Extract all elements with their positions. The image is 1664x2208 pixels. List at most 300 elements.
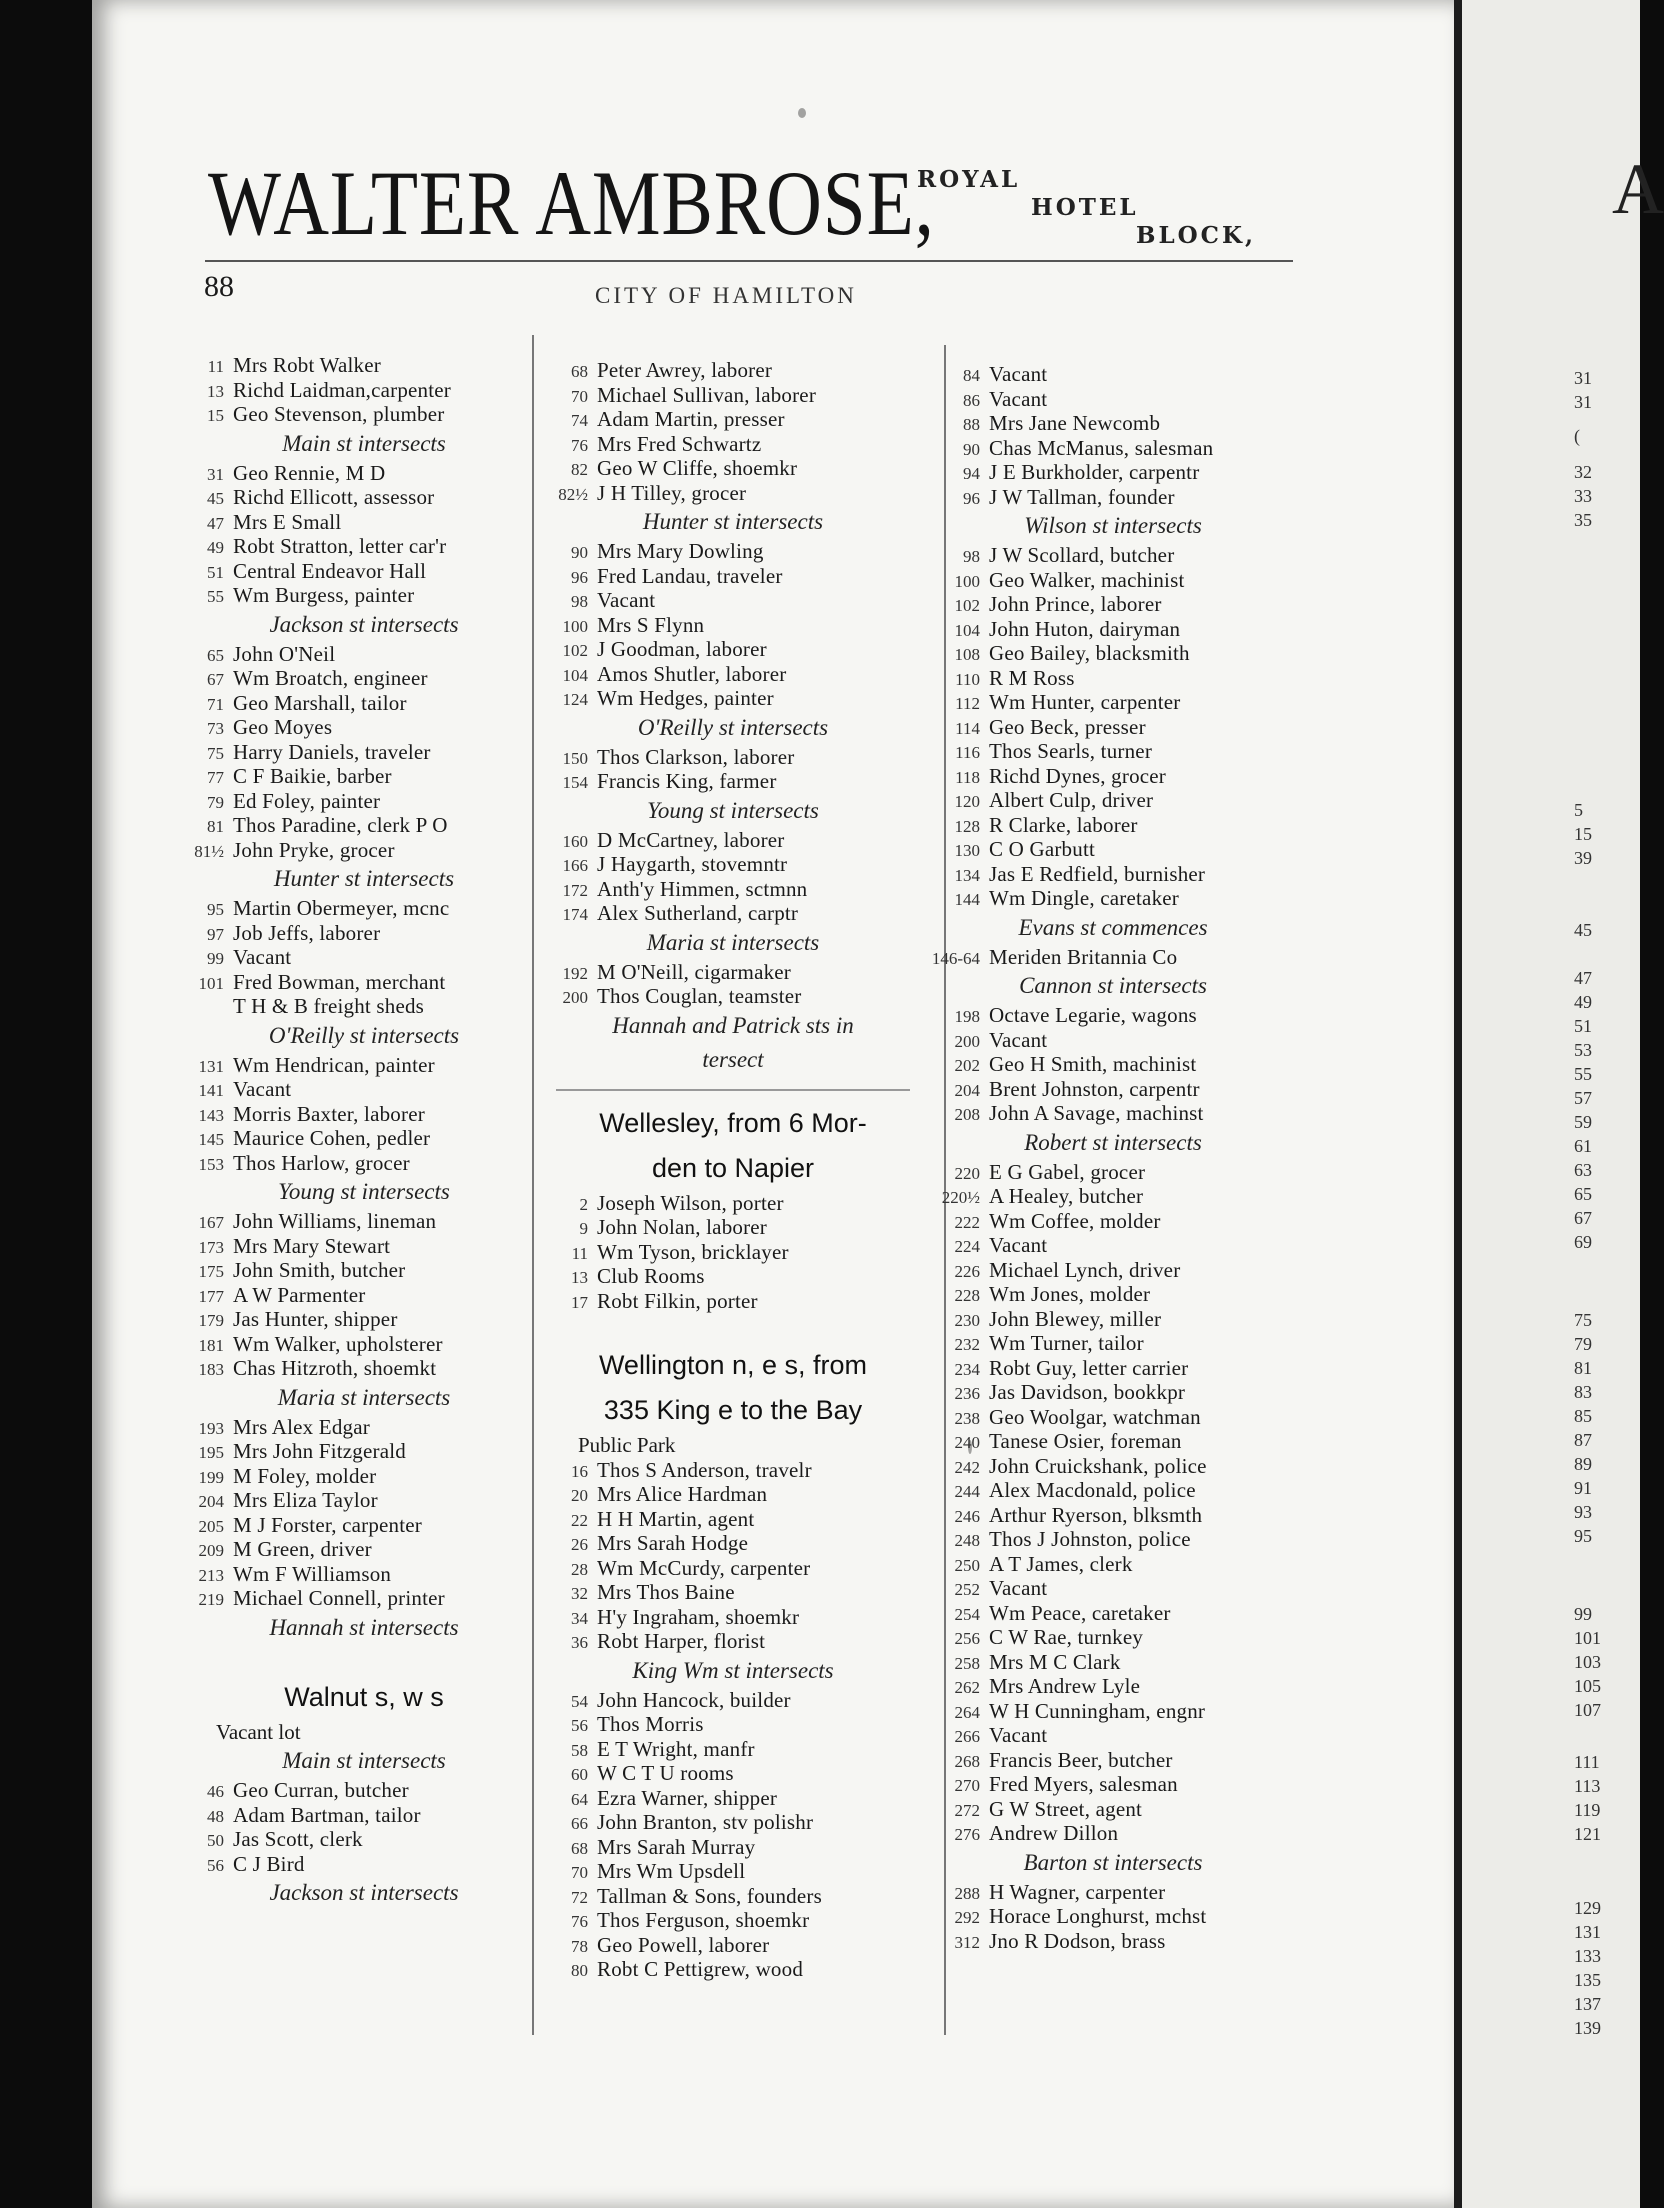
house-number: 9	[579, 1219, 588, 1238]
resident-name: Geo Bailey, blacksmith	[989, 641, 1190, 665]
resident-name: J H Tilley, grocer	[597, 480, 747, 505]
resident-name: Amos Shutler, laborer	[597, 661, 787, 686]
house-number: 183	[198, 1360, 224, 1379]
house-number: 50	[207, 1831, 224, 1850]
resident-name: Thos Morris	[597, 1712, 704, 1736]
house-number: 15	[207, 406, 224, 425]
house-number: 81½	[194, 841, 224, 861]
adjacent-page-line: 33	[1574, 486, 1592, 506]
adjacent-page-line: 119	[1574, 1800, 1601, 1820]
house-number: 150	[562, 748, 588, 768]
page-number: 88	[204, 270, 234, 303]
resident-name: H H Martin, agent	[597, 1506, 755, 1531]
resident-name: Mrs Fred Schwartz	[597, 431, 762, 456]
directory-entry	[928, 739, 1298, 764]
house-number: 82½	[558, 484, 588, 504]
directory-entry	[548, 407, 918, 432]
adjacent-page-line: 35	[1574, 510, 1592, 530]
house-number: 13	[571, 1268, 588, 1287]
directory-entry	[928, 1674, 1298, 1699]
house-number: 292	[954, 1908, 980, 1927]
resident-name: Richd Laidman,carpenter	[233, 377, 452, 402]
house-number: 13	[207, 381, 224, 401]
adjacent-page-line: 101	[1574, 1628, 1601, 1648]
house-number: 146-64	[931, 948, 980, 968]
resident-name: Mrs Sarah Hodge	[597, 1531, 749, 1555]
house-number: 68	[571, 1838, 588, 1858]
adjacent-page-line: 131	[1574, 1922, 1601, 1942]
directory-entry	[186, 1415, 542, 1440]
resident-name: Ezra Warner, shipper	[597, 1785, 778, 1810]
house-number: 101	[198, 973, 224, 993]
directory-entry	[186, 1827, 542, 1852]
street-intersection: Cannon st intersects	[1019, 973, 1207, 998]
adjacent-page-line: 59	[1574, 1112, 1592, 1132]
plain-entry: Vacant lot	[216, 1719, 301, 1744]
adjacent-page-line: 49	[1574, 992, 1592, 1012]
directory-entry	[548, 1240, 918, 1265]
directory-entry	[186, 1537, 542, 1562]
column-3	[928, 362, 1298, 1953]
street-intersection: Hunter st intersects	[642, 509, 824, 534]
house-number: 112	[955, 694, 980, 713]
resident-name: Richd Dynes, grocer	[989, 763, 1166, 788]
directory-entry	[548, 1933, 918, 1958]
resident-name: J W Scollard, butcher	[989, 543, 1175, 567]
resident-name: C J Bird	[233, 1851, 305, 1876]
directory-entry	[186, 1778, 542, 1803]
house-number: 74	[571, 411, 588, 430]
resident-name: Geo Rennie, M D	[233, 460, 386, 485]
street-intersection: O'Reilly st intersects	[637, 714, 829, 740]
adjacent-page-line: 61	[1574, 1136, 1592, 1156]
resident-name: H Wagner, carpenter	[989, 1879, 1166, 1904]
resident-name: Thos J Johnston, police	[989, 1527, 1191, 1551]
directory-entry	[186, 1803, 542, 1828]
house-number: 236	[954, 1384, 980, 1403]
resident-name: Mrs Mary Dowling	[597, 539, 764, 563]
house-number: 160	[562, 831, 588, 851]
directory-entry	[928, 641, 1298, 666]
resident-name: Mrs E Small	[233, 509, 342, 534]
adjacent-page-line: 91	[1574, 1478, 1592, 1498]
directory-entry	[548, 662, 918, 687]
street-intersection: Jackson st intersects	[269, 1880, 459, 1905]
house-number: 11	[207, 357, 224, 376]
resident-name: Mrs Mary Stewart	[233, 1233, 391, 1258]
directory-entry	[928, 1552, 1298, 1577]
resident-name: Joseph Wilson, porter	[597, 1190, 784, 1215]
resident-name: Wm Hedges, painter	[597, 686, 774, 710]
house-number: 226	[954, 1261, 980, 1281]
section-gap	[186, 1645, 542, 1675]
house-number: 51	[207, 562, 224, 582]
house-number: 100	[954, 571, 980, 591]
house-number: 65	[207, 645, 224, 665]
resident-name: Club Rooms	[597, 1264, 705, 1288]
directory-entry	[548, 828, 918, 853]
house-number: 102	[954, 596, 980, 615]
house-number: 49	[207, 538, 224, 557]
adjacent-page-line: 85	[1574, 1406, 1592, 1426]
house-number: 128	[954, 816, 980, 836]
plain-entry: Public Park	[578, 1433, 676, 1457]
street-intersection: tersect	[702, 1046, 764, 1072]
directory-entry	[548, 1531, 918, 1556]
adjacent-page-line: 31	[1574, 392, 1592, 412]
directory-entry	[928, 1077, 1298, 1102]
directory-entry	[186, 402, 542, 427]
adjacent-page-line: 87	[1574, 1430, 1592, 1450]
resident-name: Wm Dingle, caretaker	[989, 886, 1179, 910]
resident-name: Thos Harlow, grocer	[233, 1150, 410, 1175]
resident-name: Geo H Smith, machinist	[989, 1052, 1197, 1076]
resident-name: Geo Powell, laborer	[597, 1932, 770, 1957]
directory-entry	[186, 764, 542, 789]
house-number: 200	[954, 1031, 980, 1051]
house-number: 94	[963, 464, 980, 483]
street-intersection: Hannah and Patrick sts in	[612, 1012, 854, 1038]
directory-entry	[548, 432, 918, 457]
adjacent-page-line: 45	[1574, 920, 1592, 940]
house-number: 104	[954, 620, 980, 640]
resident-name: Ed Foley, painter	[233, 788, 381, 813]
directory-entry	[186, 1102, 542, 1127]
house-number: 143	[198, 1105, 224, 1125]
directory-entry	[928, 1625, 1298, 1650]
directory-entry	[548, 960, 918, 985]
adjacent-page-line: 31	[1574, 368, 1592, 388]
resident-name: Wm Peace, caretaker	[989, 1600, 1171, 1625]
resident-name: Geo Marshall, tailor	[233, 690, 407, 715]
house-number: 238	[954, 1408, 980, 1428]
directory-entry	[928, 1503, 1298, 1528]
adjacent-page-line: 51	[1574, 1016, 1592, 1036]
directory-entry	[186, 1513, 542, 1538]
house-number: 250	[954, 1555, 980, 1575]
resident-name: Jno R Dodson, brass	[989, 1928, 1166, 1953]
adjacent-page-line: 47	[1574, 968, 1592, 988]
directory-entry	[548, 539, 918, 564]
street-intersection: Jackson st intersects	[269, 611, 459, 637]
directory-entry	[186, 896, 542, 921]
house-number: 48	[207, 1806, 224, 1826]
house-number: 56	[571, 1716, 588, 1735]
house-number: 116	[955, 743, 980, 762]
directory-entry	[186, 1151, 542, 1176]
directory-entry	[928, 666, 1298, 691]
adjacent-page-line: 93	[1574, 1502, 1592, 1522]
street-intersection: Hannah st intersects	[269, 1614, 459, 1640]
adjacent-page-line: 63	[1574, 1160, 1592, 1180]
resident-name: Chas Hitzroth, shoemkt	[233, 1356, 437, 1380]
directory-entry	[548, 1605, 918, 1630]
house-number: 204	[198, 1492, 224, 1511]
house-number: 246	[954, 1506, 980, 1526]
directory-entry	[928, 1052, 1298, 1077]
house-number: 256	[954, 1629, 980, 1648]
house-number: 166	[562, 856, 588, 875]
resident-name: Fred Landau, traveler	[597, 563, 783, 588]
resident-name: Harry Daniels, traveler	[233, 739, 431, 764]
section-gap	[548, 1313, 918, 1343]
house-number: 99	[207, 949, 224, 968]
house-number: 204	[954, 1080, 980, 1100]
directory-entry	[928, 1576, 1298, 1601]
directory-entry	[186, 1209, 542, 1234]
house-number: 68	[571, 362, 588, 381]
resident-name: R Clarke, laborer	[989, 812, 1138, 837]
house-number: 228	[954, 1286, 980, 1305]
directory-entry	[928, 1282, 1298, 1307]
adjacent-page-line: 111	[1574, 1752, 1600, 1772]
resident-name: J Goodman, laborer	[597, 637, 767, 661]
resident-name: John Hancock, builder	[597, 1687, 791, 1712]
resident-name: Michael Lynch, driver	[989, 1257, 1181, 1282]
house-number: 141	[198, 1081, 224, 1100]
adjacent-page-line: 105	[1574, 1676, 1601, 1696]
street-intersection: King Wm st intersects	[632, 1657, 834, 1683]
adjacent-page-line: 89	[1574, 1454, 1592, 1474]
house-number: 144	[954, 890, 980, 909]
resident-name: W C T U rooms	[597, 1761, 734, 1785]
house-number: 72	[571, 1887, 588, 1907]
resident-name: Maurice Cohen, pedler	[233, 1126, 431, 1150]
resident-name: Geo Moyes	[233, 715, 333, 739]
resident-name: Vacant	[989, 1723, 1048, 1747]
resident-name: Andrew Dillon	[989, 1821, 1119, 1845]
street-heading: Wellesley, from 6 Mor-	[599, 1107, 867, 1138]
house-number: 45	[207, 489, 224, 508]
resident-name: Vacant	[989, 1576, 1048, 1600]
directory-entry	[186, 642, 542, 667]
directory-entry	[186, 1126, 542, 1151]
directory-entry	[928, 1356, 1298, 1381]
adjacent-page-line: 39	[1574, 848, 1592, 868]
directory-entry	[928, 568, 1298, 593]
adjacent-page-line: 83	[1574, 1382, 1592, 1402]
directory-entry	[928, 813, 1298, 838]
resident-name: Vacant	[989, 1027, 1048, 1052]
house-number: 172	[562, 880, 588, 900]
adjacent-page-line: 65	[1574, 1184, 1592, 1204]
adjacent-page-line: 95	[1574, 1526, 1592, 1546]
resident-name: Thos Searls, turner	[989, 739, 1153, 763]
directory-entry	[548, 769, 918, 794]
street-intersection: O'Reilly st intersects	[268, 1022, 460, 1048]
resident-name: Jas Scott, clerk	[233, 1827, 363, 1851]
street-intersection: Wilson st intersects	[1024, 513, 1202, 538]
resident-name: Alex Sutherland, carptr	[597, 901, 799, 925]
directory-entry	[928, 1429, 1298, 1454]
directory-entry	[548, 877, 918, 902]
street-intersection: Evans st commences	[1018, 914, 1208, 940]
resident-name: Mrs Andrew Lyle	[989, 1674, 1141, 1698]
resident-name: Francis Beer, butcher	[989, 1747, 1173, 1772]
directory-entry	[186, 1852, 542, 1877]
directory-entry	[928, 1003, 1298, 1028]
resident-name: Thos Ferguson, shoemkr	[597, 1908, 810, 1932]
directory-entry	[928, 411, 1298, 436]
house-number: 264	[954, 1702, 980, 1722]
resident-name: M O'Neill, cigarmaker	[597, 959, 791, 984]
street-intersection: Young st intersects	[647, 797, 819, 823]
house-number: 248	[954, 1531, 980, 1550]
adjacent-page-line: 103	[1574, 1652, 1601, 1672]
resident-name: Horace Longhurst, mchst	[989, 1904, 1207, 1928]
adjacent-page-line: 55	[1574, 1064, 1592, 1084]
house-number: 262	[954, 1678, 980, 1697]
adjacent-page-line: 129	[1574, 1898, 1601, 1918]
house-number: 272	[954, 1800, 980, 1820]
resident-name: Geo Beck, presser	[989, 714, 1146, 739]
directory-entry	[548, 1737, 918, 1762]
street-heading: den to Napier	[651, 1152, 815, 1183]
directory-entry	[186, 666, 542, 691]
directory-entry	[186, 1258, 542, 1283]
house-number: 200	[562, 988, 588, 1007]
house-number: 120	[954, 792, 980, 811]
house-number: 270	[954, 1776, 980, 1795]
header-rule	[205, 260, 1293, 262]
adjacent-page-line: 32	[1574, 462, 1592, 482]
directory-entry	[186, 510, 542, 535]
house-number: 114	[955, 718, 980, 738]
resident-name: R M Ross	[989, 665, 1075, 690]
resident-name: John Williams, lineman	[233, 1209, 437, 1233]
resident-name: Anth'y Himmen, sctmnn	[597, 876, 808, 901]
house-number: 220½	[941, 1188, 980, 1207]
resident-name: Jas Davidson, bookkpr	[989, 1380, 1186, 1404]
directory-entry	[928, 1527, 1298, 1552]
adjacent-page-line: 137	[1574, 1994, 1601, 2014]
house-number: 73	[207, 719, 224, 738]
street-intersection: Maria st intersects	[646, 929, 820, 955]
directory-entry	[186, 1307, 542, 1332]
street-intersection: Barton st intersects	[1023, 1849, 1203, 1875]
directory-entry	[928, 1160, 1298, 1185]
resident-name: E T Wright, manfr	[597, 1736, 755, 1761]
resident-name: H'y Ingraham, shoemkr	[597, 1604, 800, 1629]
resident-name: Thos Paradine, clerk P O	[233, 813, 448, 837]
resident-name: Tanese Osier, foreman	[989, 1429, 1182, 1453]
adjacent-page-line: 81	[1574, 1358, 1592, 1378]
house-number: 108	[954, 645, 980, 664]
house-number: 224	[954, 1237, 980, 1256]
directory-entry	[548, 984, 918, 1009]
directory-entry	[548, 1712, 918, 1737]
resident-name: J E Burkholder, carpentr	[989, 460, 1200, 484]
house-number: 268	[954, 1751, 980, 1771]
resident-name: Adam Martin, presser	[597, 407, 785, 431]
directory-entry	[548, 1289, 918, 1314]
house-number: 20	[571, 1486, 588, 1505]
resident-name: John Pryke, grocer	[233, 837, 395, 862]
resident-name: Thos S Anderson, travelr	[597, 1457, 812, 1482]
directory-entry	[548, 1786, 918, 1811]
house-number: 56	[207, 1855, 224, 1875]
directory-entry	[548, 1908, 918, 1933]
directory-entry	[928, 1454, 1298, 1479]
resident-name: C F Baikie, barber	[233, 764, 392, 788]
directory-entry	[928, 1904, 1298, 1929]
directory-entry	[548, 564, 918, 589]
directory-entry	[186, 838, 542, 863]
house-number: 254	[954, 1604, 980, 1624]
resident-name: M J Forster, carpenter	[233, 1512, 423, 1537]
directory-entry	[548, 745, 918, 770]
house-number: 90	[571, 543, 588, 562]
column-1	[186, 353, 542, 1910]
header-hotel: HOTEL	[1031, 194, 1139, 221]
resident-name: Wm Burgess, painter	[233, 583, 415, 607]
directory-entry	[186, 353, 542, 378]
directory-entry	[928, 617, 1298, 642]
house-number: 47	[207, 513, 224, 533]
resident-name: Wm Walker, upholsterer	[233, 1331, 443, 1356]
resident-name: Geo Curran, butcher	[233, 1778, 409, 1802]
directory-entry	[928, 1797, 1298, 1822]
header-royal: ROYAL	[917, 166, 1021, 193]
adjacent-page-line: 79	[1574, 1334, 1592, 1354]
house-number: 192	[562, 963, 588, 983]
directory-entry	[186, 534, 542, 559]
directory-entry	[928, 1478, 1298, 1503]
resident-name: Mrs Jane Newcomb	[989, 411, 1161, 435]
directory-entry	[186, 1464, 542, 1489]
directory-entry	[928, 1748, 1298, 1773]
resident-name: Job Jeffs, laborer	[233, 920, 381, 945]
house-number: 98	[963, 547, 980, 566]
house-number: 219	[198, 1590, 224, 1609]
house-number: 312	[954, 1932, 980, 1952]
resident-name: Thos Clarkson, laborer	[597, 744, 795, 769]
directory-entry	[186, 1283, 542, 1308]
house-number: 110	[955, 669, 980, 689]
house-number: 34	[571, 1608, 588, 1628]
city-heading: CITY OF HAMILTON	[595, 283, 857, 308]
directory-entry	[186, 945, 542, 970]
directory-entry	[928, 862, 1298, 887]
column-2	[548, 358, 918, 1982]
street-intersection: Hunter st intersects	[273, 866, 455, 891]
resident-name: W H Cunningham, engnr	[989, 1698, 1206, 1723]
adjacent-page-line: 133	[1574, 1946, 1601, 1966]
house-number: 54	[571, 1691, 588, 1711]
directory-entry	[186, 813, 542, 838]
directory-entry	[186, 994, 542, 1019]
resident-name: Mrs Robt Walker	[233, 353, 381, 377]
resident-name: Mrs Sarah Murray	[597, 1834, 756, 1859]
house-number: 96	[963, 488, 980, 508]
resident-name: Brent Johnston, carpentr	[989, 1076, 1200, 1101]
directory-entry	[548, 1884, 918, 1909]
resident-name: Robt Guy, letter carrier	[989, 1355, 1189, 1380]
directory-entry	[186, 740, 542, 765]
adjacent-page-title: A	[1612, 149, 1664, 229]
directory-entry	[928, 690, 1298, 715]
resident-name: Morris Baxter, laborer	[233, 1101, 425, 1126]
street-intersection: Young st intersects	[278, 1179, 450, 1204]
resident-name: Vacant	[233, 1077, 292, 1101]
adjacent-page-line: 5	[1574, 800, 1583, 820]
house-number: 213	[198, 1565, 224, 1585]
directory-entry	[186, 1356, 542, 1381]
resident-name: Meriden Britannia Co	[989, 944, 1178, 969]
house-number: 179	[198, 1311, 224, 1330]
resident-name: C W Rae, turnkey	[989, 1625, 1144, 1649]
house-number: 81	[207, 817, 224, 836]
